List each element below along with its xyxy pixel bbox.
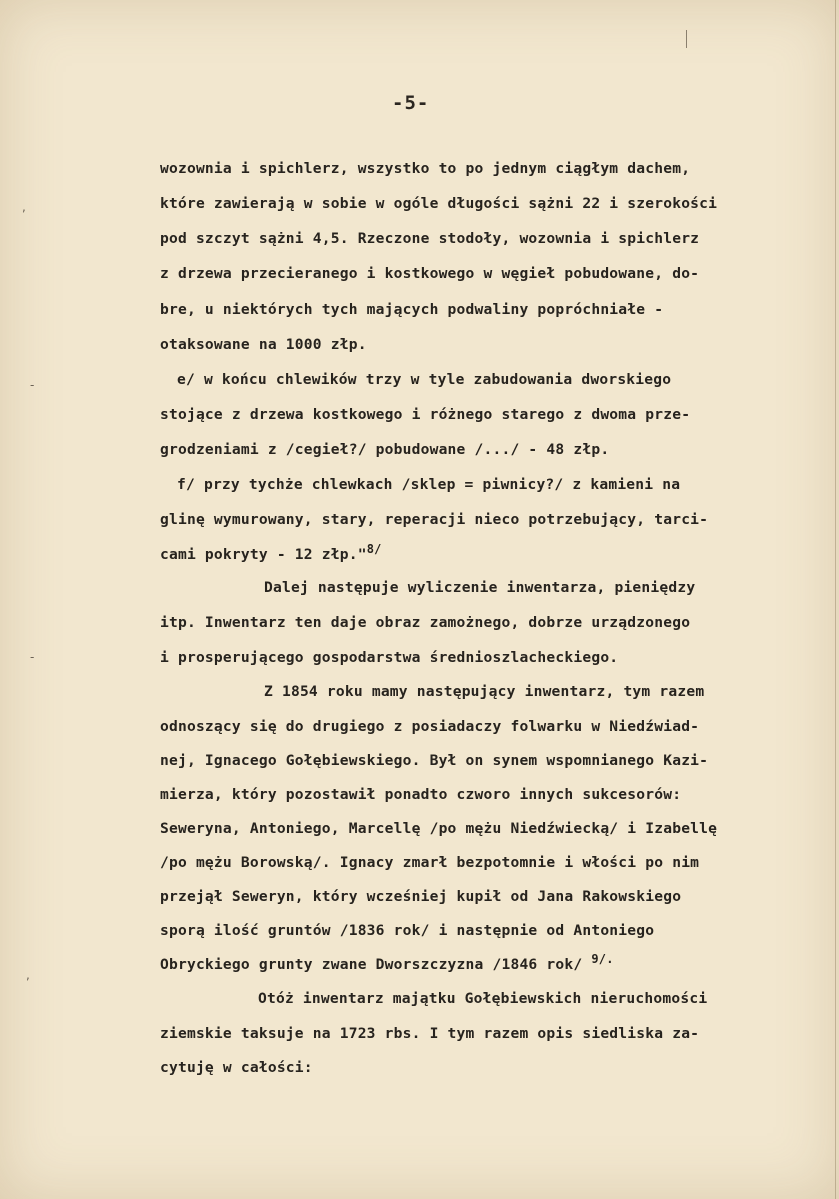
text-line: sporą ilość gruntów /1836 rok/ i następnie od Antoniego [160, 922, 655, 939]
margin-mark: - [30, 378, 35, 392]
footnote-marker: 9/. [591, 952, 614, 967]
text-line: ziemskie taksuje na 1723 rbs. I tym razem opis siedliska za- [160, 1025, 700, 1042]
text-line: grodzeniami z /cegieł?/ pobudowane /.../ - 48 złp. [160, 441, 610, 458]
text-line: pod szczyt sążni 4,5. Rzeczone stodoły, wozownia i spichlerz [160, 230, 700, 247]
text-line: bre, u niektórych tych mających podwaliny popróchniałe - [160, 301, 664, 318]
text-line-body: cami pokryty - 12 złp." [160, 546, 367, 563]
page-number: -5- [392, 92, 430, 114]
text-line: stojące z drzewa kostkowego i różnego starego z dwoma prze- [160, 406, 691, 423]
text-line: Z 1854 roku mamy następujący inwentarz, tym razem [264, 683, 705, 700]
text-line: otaksowane na 1000 złp. [160, 336, 367, 353]
text-line: przejął Seweryn, który wcześniej kupił od Jana Rakowskiego [160, 888, 682, 905]
paper-edge [835, 0, 836, 1199]
text-line-body: Obryckiego grunty zwane Dworszczyzna /1846 rok/ [160, 956, 592, 973]
text-line: glinę wymurowany, stary, reperacji nieco potrzebujący, tarci- [160, 511, 709, 528]
margin-mark: , [26, 968, 30, 982]
text-line: f/ przy tychże chlewkach /sklep = piwnicy?/ z kamieni na [177, 476, 681, 493]
margin-mark: - [30, 650, 35, 664]
text-line: odnoszący się do drugiego z posiadaczy folwarku w Niedźwiad- [160, 718, 700, 735]
text-line: e/ w końcu chlewików trzy w tyle zabudowania dworskiego [177, 371, 672, 388]
text-line: nej, Ignacego Gołębiewskiego. Był on synem wspomnianego Kazi- [160, 752, 709, 769]
text-line: Seweryna, Antoniego, Marcellę /po mężu Niedźwiecką/ i Izabellę [160, 820, 718, 837]
text-line: mierza, który pozostawił ponadto czworo innych sukcesorów: [160, 786, 682, 803]
margin-mark: , [22, 200, 26, 214]
text-line: itp. Inwentarz ten daje obraz zamożnego, dobrze urządzonego [160, 614, 691, 631]
text-line: Dalej następuje wyliczenie inwentarza, pieniędzy [264, 579, 696, 596]
text-line [160, 952, 614, 973]
text-line: /po mężu Borowską/. Ignacy zmarł bezpotomnie i włości po nim [160, 854, 700, 871]
text-line [160, 542, 382, 563]
text-line: Otóż inwentarz majątku Gołębiewskich nieruchomości [258, 990, 708, 1007]
text-line: które zawierają w sobie w ogóle długości sążni 22 i szerokości [160, 195, 718, 212]
paper-crease [686, 30, 687, 48]
text-line: z drzewa przecieranego i kostkowego w węgieł pobudowane, do- [160, 265, 700, 282]
text-line: wozownia i spichlerz, wszystko to po jednym ciągłym dachem, [160, 160, 691, 177]
text-line: i prosperującego gospodarstwa średnioszlacheckiego. [160, 649, 619, 666]
text-line: cytuję w całości: [160, 1059, 313, 1076]
footnote-marker: 8/ [366, 542, 382, 557]
